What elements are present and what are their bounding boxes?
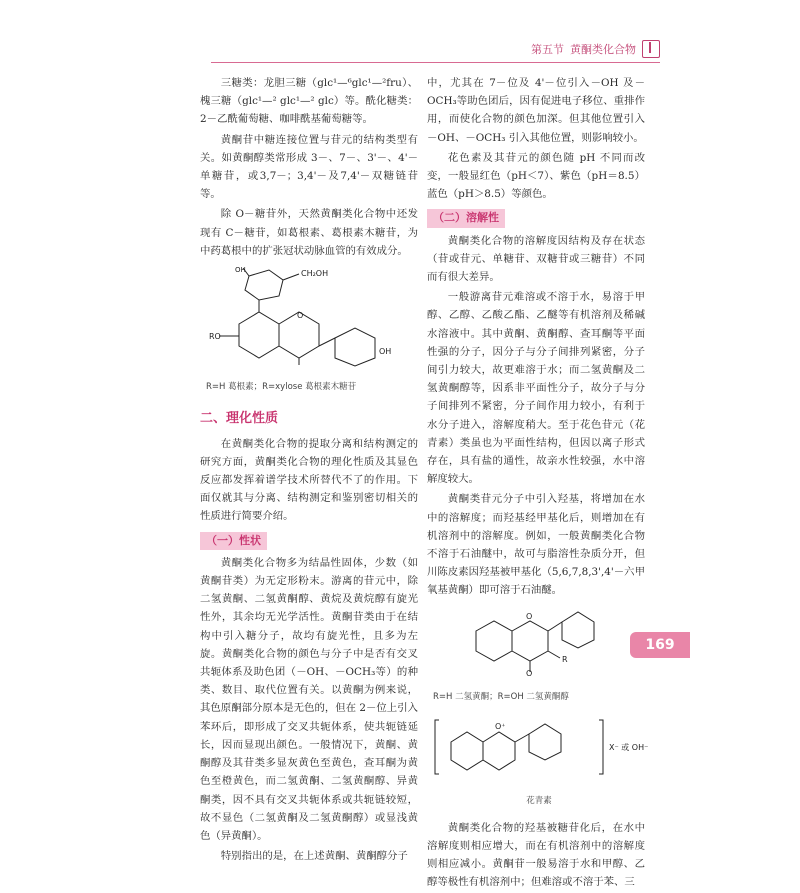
paragraph: 黄酮类化合物的羟基被糖苷化后，在水中溶解度则相应增大，而在有机溶剂中的溶解度则相应减小。黄酮苷一般易溶于水和甲醇、乙醇等极性有机溶剂中；但难溶或不溶于苯、三 xyxy=(427,821,645,889)
label-carbonyl-o: O xyxy=(526,668,533,678)
header-section: 第五节 xyxy=(531,43,564,56)
header-rule xyxy=(211,62,660,63)
puerarin-structure xyxy=(200,266,418,372)
paragraph: 特别指出的是，在上述黄酮、黄酮醇分子 xyxy=(220,850,408,863)
label-ro: RO xyxy=(209,332,221,342)
paragraph: 黄酮苷中糖连接位置与苷元的结构类型有关。如黄酮醇类常形成 3－、7－、3'－、4'－单糖苷，或3,7－；3,4'－及7,4'－双糖链苷等。 xyxy=(200,133,418,201)
paragraph: 除 O－糖苷外，天然黄酮类化合物中还发现有 C－糖苷，如葛根素、葛根素木糖苷，为中药葛根中的扩张冠状动脉血管的有效成分。 xyxy=(200,208,418,257)
right-column xyxy=(427,74,649,893)
label-ring-o: O xyxy=(526,611,533,621)
book-icon xyxy=(642,40,660,58)
label-oxonium: O⁺ xyxy=(495,722,506,732)
paragraph: 三糖类：龙胆三糖（glc¹—⁶glc¹—²fru）、槐三糖（glc¹—² glc¹—² glc）等。酰化糖类：2－乙酰葡萄糖、咖啡酰基葡萄糖等。 xyxy=(200,77,418,126)
anthocyanidin-structure xyxy=(427,714,649,786)
paragraph: 黄酮类化合物多为结晶性固体，少数（如黄酮苷类）为无定形粉末。游离的苷元中，除二氢黄酮、二氢黄酮醇、黄烷及黄烷醇有旋光性外，其余均无光学活性。黄酮苷类由于在结构中引入糖分子，故均有旋光性，且多为左旋。黄酮类化合物的颜色与分子中是否有交叉共轭体系及助色团（－OH、－OCH₃等）的种类、数目、取代位置有关。以黄酮为例来说，其色原酮部分原本是无色的，但在 2－位上引入苯环后，即形成了交叉共轭体系，使共轭链延长，因而显现出颜色。一般情况下，黄酮、黄酮醇及其苷类多显灰黄色至黄色，查耳酮为黄色至橙黄色，而二氢黄酮、二氢黄酮醇、异黄酮类，因不具有交叉共轭体系或共轭链较短，故不显色（二氢黄酮及二氢黄酮醇）或显浅黄色（异黄酮）。 xyxy=(200,556,418,842)
paragraph: 黄酮类苷元分子中引入羟基，将增加在水中的溶解度；而羟基经甲基化后，则增加在有机溶剂中的溶解度。例如，一般黄酮类化合物不溶于石油醚中，故可与脂溶性杂质分开，但川陈皮素因羟基被甲基化（5,6,7,8,3',4'－六甲氧基黄酮）即可溶于石油醚。 xyxy=(427,493,645,597)
label-oh-sugar: OH xyxy=(235,266,246,275)
label-r: R xyxy=(562,654,568,664)
label-ring-o: O xyxy=(297,311,304,321)
figure-caption: R=H 葛根素；R=xylose 葛根素木糖苷 xyxy=(206,382,357,393)
subsection-heading: （一）性状 xyxy=(200,532,267,550)
left-column xyxy=(200,74,418,867)
book-page xyxy=(170,30,660,889)
paragraph: 在黄酮类化合物的提取分离和结构测定的研究方面，黄酮类化合物的理化性质及其显色反应都发挥着谱学技术所替代不了的作用。下面仅就其与分离、结构测定和鉴别密切相关的性质进行简要介绍。 xyxy=(200,437,418,523)
section-heading: 二、理化性质 xyxy=(200,411,279,427)
paragraph: 花色素及其苷元的颜色随 pH 不同而改变，一般显红色（pH＜7）、紫色（pH＝8.5）蓝色（pH＞8.5）等颜色。 xyxy=(427,151,645,201)
label-counter-anion: X⁻ 或 OH⁻ xyxy=(609,743,649,753)
subsection-heading: （二）溶解性 xyxy=(427,209,505,227)
page-number-tab: 169 xyxy=(630,632,690,658)
figure-caption: 花青素 xyxy=(526,796,552,807)
label-oh-b: OH xyxy=(379,347,392,357)
paragraph: 黄酮类化合物的溶解度因结构及存在状态（苷或苷元、单糖苷、双糖苷或三糖苷）不同而有很大差异。 xyxy=(427,234,645,284)
dihydroflavone-structure xyxy=(427,606,645,682)
paragraph: 一般游离苷元难溶或不溶于水，易溶于甲醇、乙醇、乙酸乙酯、乙醚等有机溶剂及稀碱水溶液中。其中黄酮、黄酮醇、查耳酮等平面性强的分子，因分子与分子间排列紧密，分子间引力较大，故更难溶于水；而二氢黄酮及二氢黄酮醇等，因系非平面性分子，故分子与分子间排列不紧密，分子间作用力较小，有利于水分子进入，溶解度稍大。至于花色苷元（花青素）类虽也为平面性结构，但因以离子形式存在，具有盐的通性，故亲水性较强，水中溶解度较大。 xyxy=(427,291,645,486)
paragraph: 中，尤其在 7－位及 4'－位引入－OH 及－OCH₃等助色团后，因有促进电子移位、重排作用，而使化合物的颜色加深。但其他位置引入－OH、－OCH₃ 引入其他位置，则影响较小。 xyxy=(427,77,645,144)
label-ch2oh: CH₂OH xyxy=(301,269,329,279)
header-title: 黄酮类化合物 xyxy=(570,43,636,56)
figure-caption: R=H 二氢黄酮；R=OH 二氢黄酮醇 xyxy=(433,691,569,702)
running-header xyxy=(531,38,660,60)
